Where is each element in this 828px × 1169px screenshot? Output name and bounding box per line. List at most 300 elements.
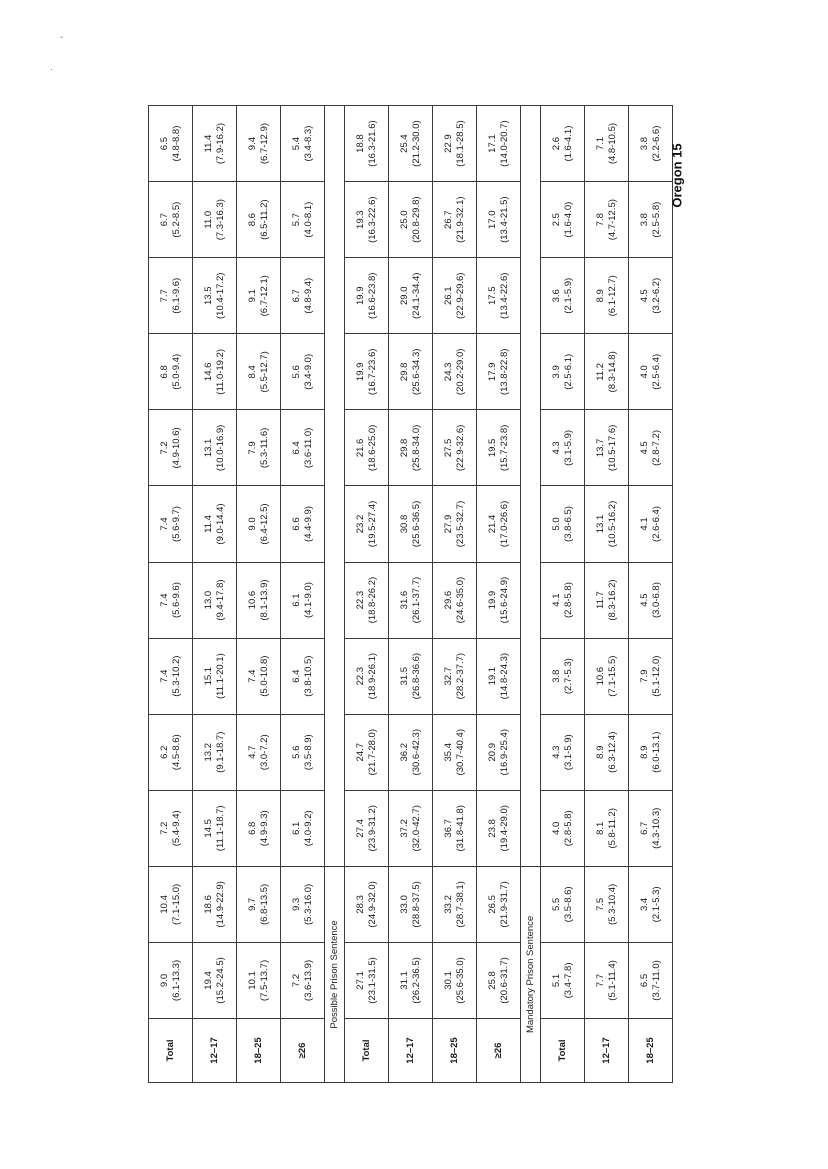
table-row: [389, 106, 433, 1083]
cell-estimate: 5.5: [551, 897, 562, 911]
table-cell: [477, 106, 521, 182]
cell-confidence-interval: (25.6-35.0): [454, 957, 466, 1004]
table-cell: [281, 486, 325, 562]
table-row: [345, 106, 389, 1083]
cell-estimate: 27.4: [355, 819, 366, 838]
cell-confidence-interval: (10.5-16.2): [606, 500, 618, 548]
cell-estimate: 6.5: [159, 136, 170, 151]
cell-estimate: 5.4: [291, 136, 302, 151]
table-cell: [149, 638, 193, 714]
table-cell: [237, 638, 281, 714]
table-cell: [433, 410, 477, 486]
table-cell: [477, 562, 521, 638]
cell-estimate: 11.4: [203, 515, 214, 533]
cell-confidence-interval: (8.3-16.2): [606, 579, 618, 621]
cell-estimate: 7.2: [291, 973, 302, 988]
cell-estimate: 36.7: [443, 819, 454, 838]
cell-estimate: 6.2: [159, 745, 170, 759]
cell-estimate: 29.8: [399, 438, 410, 458]
cell-confidence-interval: (3.5-8.6): [562, 886, 574, 923]
table-cell: [585, 334, 629, 410]
cell-estimate: 5.1: [551, 973, 562, 988]
page-footer: [669, 128, 705, 228]
table-cell: [389, 106, 433, 182]
cell-estimate: 5.0: [551, 517, 562, 531]
cell-estimate: 4.0: [551, 821, 562, 835]
cell-estimate: 3.8: [639, 213, 650, 227]
cell-estimate: 13.5: [203, 286, 214, 306]
cell-estimate: 14.6: [203, 362, 214, 382]
table-cell: [345, 410, 389, 486]
table-cell: [541, 410, 585, 486]
table-cell: [585, 182, 629, 258]
cell-confidence-interval: (13.4-22.6): [498, 272, 510, 319]
cell-confidence-interval: (3.0-6.8): [650, 582, 662, 619]
cell-estimate: 6.7: [639, 821, 650, 835]
cell-confidence-interval: (15.6-24.9): [498, 576, 510, 624]
scan-mark: -: [60, 32, 64, 43]
cell-estimate: 17.9: [487, 362, 498, 382]
cell-confidence-interval: (10.4-17.2): [214, 272, 226, 319]
cell-confidence-interval: (5.3-10.4): [606, 883, 618, 925]
cell-estimate: 32.7: [443, 666, 454, 686]
cell-estimate: 4.1: [551, 593, 562, 607]
table-cell: [149, 486, 193, 562]
cell-estimate: 9.0: [159, 973, 170, 988]
table-cell: [281, 410, 325, 486]
table-cell: [237, 258, 281, 334]
table-cell: [345, 486, 389, 562]
cell-estimate: 31.1: [399, 971, 410, 990]
cell-estimate: 25.8: [487, 971, 498, 990]
cell-confidence-interval: (4.8-9.4): [302, 277, 314, 314]
cell-estimate: 8.1: [595, 821, 606, 835]
table-cell: [149, 182, 193, 258]
table-cell: [585, 486, 629, 562]
cell-confidence-interval: (4.5-8.6): [170, 734, 182, 771]
table-cell: [237, 866, 281, 942]
table-cell: [433, 334, 477, 410]
cell-estimate: 17.0: [487, 210, 498, 229]
table-cell: [629, 790, 673, 866]
table-cell: [629, 106, 673, 182]
table-cell: [149, 410, 193, 486]
table-row: [237, 106, 281, 1083]
table-cell: [237, 486, 281, 562]
table-row: [193, 106, 237, 1083]
table-cell: [477, 334, 521, 410]
cell-estimate: 19.9: [355, 362, 366, 382]
cell-confidence-interval: (5.8-11.2): [606, 808, 618, 849]
cell-confidence-interval: (4.3-10.3): [650, 807, 662, 849]
cell-confidence-interval: (4.8-10.5): [606, 122, 618, 165]
cell-estimate: 6.4: [291, 669, 302, 683]
cell-estimate: 21.6: [355, 438, 366, 458]
cell-estimate: 2.6: [551, 136, 562, 151]
cell-confidence-interval: (26.1-37.7): [410, 576, 422, 624]
table-cell: [541, 942, 585, 1018]
cell-estimate: 18.6: [203, 895, 214, 914]
cell-estimate: 4.3: [551, 745, 562, 759]
cell-confidence-interval: (4.8-8.8): [170, 125, 182, 162]
cell-confidence-interval: (25.6-36.5): [410, 500, 422, 548]
cell-confidence-interval: (3.2-6.2): [650, 277, 662, 314]
cell-confidence-interval: (7.3-16.3): [214, 199, 226, 241]
cell-estimate: 36.2: [399, 742, 410, 762]
cell-confidence-interval: (6.5-11.2): [258, 199, 270, 240]
table-cell: [149, 714, 193, 790]
cell-estimate: 6.1: [291, 593, 302, 607]
table-cell: [541, 714, 585, 790]
cell-estimate: 26.5: [487, 895, 498, 914]
cell-confidence-interval: (4.4-9.9): [302, 506, 314, 542]
cell-estimate: 31.5: [399, 666, 410, 686]
cell-confidence-interval: (1.6-4.1): [562, 125, 574, 162]
section-heading-row: [325, 106, 345, 1083]
cell-estimate: 19.4: [203, 971, 214, 990]
cell-confidence-interval: (9.0-14.4): [214, 503, 226, 545]
cell-confidence-interval: (32.0-42.7): [410, 805, 422, 852]
cell-estimate: 8.9: [595, 745, 606, 759]
table-cell: [477, 486, 521, 562]
cell-estimate: 22.3: [355, 666, 366, 686]
table-cell: [433, 866, 477, 942]
cell-confidence-interval: (16.6-23.8): [366, 272, 378, 319]
table-cell: [477, 714, 521, 790]
table-cell: [629, 866, 673, 942]
section-heading: Mandatory Prison Sentence: [521, 866, 541, 1082]
table-cell: [541, 486, 585, 562]
table-cell: [193, 106, 237, 182]
cell-confidence-interval: (7.1-15.5): [606, 655, 618, 697]
cell-estimate: 13.2: [203, 742, 214, 762]
cell-estimate: 6.7: [159, 213, 170, 227]
cell-estimate: 9.0: [247, 517, 258, 531]
table-cell: [345, 942, 389, 1018]
cell-confidence-interval: (21.2-30.0): [410, 120, 422, 167]
cell-confidence-interval: (16.7-23.6): [366, 348, 378, 396]
table-cell: [345, 790, 389, 866]
cell-confidence-interval: (3.4-8.3): [302, 125, 314, 162]
estimates-table: [148, 105, 673, 1083]
cell-confidence-interval: (2.5-5.8): [650, 201, 662, 238]
table-cell: [237, 562, 281, 638]
table-cell: [193, 486, 237, 562]
cell-estimate: 10.4: [159, 895, 170, 914]
cell-confidence-interval: (20.6-31.7): [498, 957, 510, 1004]
table-cell: [433, 714, 477, 790]
table-cell: [629, 942, 673, 1018]
table-cell: [541, 334, 585, 410]
table-cell: [345, 714, 389, 790]
table-cell: [345, 562, 389, 638]
cell-estimate: 13.1: [595, 514, 606, 534]
table-cell: [389, 182, 433, 258]
table-cell: [585, 562, 629, 638]
cell-estimate: 10.1: [247, 971, 258, 990]
table-cell: [345, 638, 389, 714]
cell-estimate: 31.6: [399, 590, 410, 610]
cell-confidence-interval: (5.2-8.5): [170, 201, 182, 238]
table-cell: [389, 866, 433, 942]
cell-confidence-interval: (2.1-5.3): [650, 886, 662, 923]
cell-confidence-interval: (11.1-18.7): [214, 805, 226, 852]
cell-confidence-interval: (26.8-36.6): [410, 652, 422, 700]
table-cell: [629, 714, 673, 790]
cell-estimate: 13.1: [203, 438, 214, 458]
cell-confidence-interval: (23.5-32.7): [454, 500, 466, 548]
cell-estimate: 27.1: [355, 971, 366, 990]
cell-confidence-interval: (2.5-6.1): [562, 353, 574, 390]
cell-estimate: 4.5: [639, 289, 650, 303]
cell-confidence-interval: (9.4-17.8): [214, 579, 226, 621]
table-cell: [629, 410, 673, 486]
table-cell: [389, 638, 433, 714]
row-label: ≥26: [477, 1019, 521, 1083]
scan-mark: .: [50, 62, 53, 73]
cell-estimate: 19.9: [355, 286, 366, 306]
cell-confidence-interval: (21.9-32.1): [454, 196, 466, 243]
cell-estimate: 15.1: [203, 666, 214, 686]
cell-confidence-interval: (4.9-9.3): [258, 810, 270, 847]
row-label: 12–17: [193, 1019, 237, 1083]
cell-confidence-interval: (6.4-12.5): [258, 503, 270, 545]
row-label: Total: [149, 1019, 193, 1083]
row-label: Total: [541, 1019, 585, 1083]
cell-estimate: 3.8: [639, 136, 650, 151]
cell-estimate: 3.9: [551, 365, 562, 379]
table-cell: [345, 106, 389, 182]
table-cell: [477, 942, 521, 1018]
cell-estimate: 6.6: [291, 517, 302, 531]
cell-estimate: 4.0: [639, 365, 650, 379]
footer-label: Oregon 15: [669, 143, 685, 208]
table-cell: [281, 790, 325, 866]
table-cell: [541, 562, 585, 638]
cell-estimate: 4.3: [551, 441, 562, 455]
cell-estimate: 11.4: [203, 134, 214, 153]
cell-estimate: 8.6: [247, 213, 258, 227]
cell-confidence-interval: (5.0-10.8): [258, 655, 270, 697]
cell-estimate: 19.3: [355, 210, 366, 229]
cell-confidence-interval: (20.8-29.8): [410, 196, 422, 243]
cell-confidence-interval: (8.3-14.8): [606, 351, 618, 393]
cell-confidence-interval: (5.1-12.0): [650, 655, 662, 697]
table-row: [585, 106, 629, 1083]
cell-estimate: 20.9: [487, 742, 498, 762]
cell-confidence-interval: (3.6-13.9): [302, 959, 314, 1002]
cell-confidence-interval: (6.0-13.1): [650, 731, 662, 773]
cell-estimate: 6.7: [291, 289, 302, 303]
cell-estimate: 6.8: [247, 821, 258, 835]
table-cell: [389, 486, 433, 562]
cell-estimate: 4.5: [639, 441, 650, 455]
cell-confidence-interval: (6.8-13.5): [258, 883, 270, 925]
table-row: [541, 106, 585, 1083]
table-cell: [237, 334, 281, 410]
table-cell: [433, 182, 477, 258]
table-cell: [237, 182, 281, 258]
table-cell: [193, 790, 237, 866]
cell-confidence-interval: (6.3-12.4): [606, 731, 618, 773]
table-cell: [433, 258, 477, 334]
table-row: [477, 106, 521, 1083]
cell-estimate: 35.4: [443, 742, 454, 762]
cell-estimate: 29.8: [399, 362, 410, 382]
section-heading-filler: [521, 106, 541, 867]
table-cell: [585, 410, 629, 486]
cell-confidence-interval: (3.0-7.2): [258, 734, 270, 771]
cell-confidence-interval: (10.0-16.9): [214, 424, 226, 472]
cell-estimate: 27.5: [443, 438, 454, 458]
cell-confidence-interval: (5.3-11.6): [258, 427, 270, 469]
cell-estimate: 17.1: [487, 134, 498, 153]
cell-confidence-interval: (18.8-26.2): [366, 576, 378, 624]
table-cell: [433, 106, 477, 182]
cell-confidence-interval: (5.3-16.0): [302, 883, 314, 925]
cell-estimate: 19.9: [487, 590, 498, 610]
cell-confidence-interval: (7.9-16.2): [214, 122, 226, 165]
table-cell: [345, 258, 389, 334]
cell-estimate: 7.1: [595, 136, 606, 151]
cell-confidence-interval: (25.6-34.3): [410, 348, 422, 396]
table-cell: [193, 562, 237, 638]
table-row: [433, 106, 477, 1083]
cell-estimate: 33.0: [399, 895, 410, 914]
cell-estimate: 7.4: [159, 669, 170, 683]
cell-confidence-interval: (13.4-21.5): [498, 196, 510, 243]
table-cell: [629, 334, 673, 410]
cell-confidence-interval: (6.1-13.3): [170, 959, 182, 1002]
cell-confidence-interval: (30.6-42.3): [410, 728, 422, 776]
cell-confidence-interval: (11.1-20.1): [214, 653, 226, 700]
table-cell: [585, 258, 629, 334]
cell-confidence-interval: (24.1-34.4): [410, 272, 422, 319]
cell-confidence-interval: (21.9-31.7): [498, 881, 510, 928]
cell-confidence-interval: (3.6-11.0): [302, 427, 314, 469]
cell-confidence-interval: (3.1-5.9): [562, 734, 574, 771]
cell-confidence-interval: (31.8-41.8): [454, 805, 466, 852]
section-heading: Possible Prison Sentence: [325, 866, 345, 1082]
cell-estimate: 30.8: [399, 514, 410, 534]
table-cell: [281, 106, 325, 182]
cell-confidence-interval: (14.8-24.3): [498, 652, 510, 700]
cell-estimate: 6.5: [639, 973, 650, 988]
cell-confidence-interval: (22.9-29.6): [454, 272, 466, 319]
row-label: 18–25: [629, 1019, 673, 1083]
cell-estimate: 18.8: [355, 134, 366, 153]
cell-confidence-interval: (1.6-4.0): [562, 201, 574, 238]
cell-estimate: 7.4: [159, 517, 170, 531]
table-cell: [193, 334, 237, 410]
cell-confidence-interval: (6.1-9.6): [170, 277, 182, 314]
cell-estimate: 22.3: [355, 590, 366, 610]
table-cell: [389, 790, 433, 866]
cell-estimate: 17.5: [487, 286, 498, 306]
table-cell: [477, 182, 521, 258]
cell-estimate: 9.1: [247, 289, 258, 303]
cell-estimate: 21.4: [487, 514, 498, 534]
cell-estimate: 19.1: [487, 666, 498, 686]
cell-confidence-interval: (28.7-38.1): [454, 881, 466, 928]
table-cell: [281, 714, 325, 790]
table-cell: [585, 790, 629, 866]
cell-confidence-interval: (7.1-15.0): [170, 883, 182, 925]
table-row: [629, 106, 673, 1083]
cell-estimate: 30.1: [443, 971, 454, 990]
cell-estimate: 37.2: [399, 819, 410, 838]
table-cell: [433, 942, 477, 1018]
table-cell: [585, 942, 629, 1018]
cell-confidence-interval: (23.1-31.5): [366, 957, 378, 1004]
table-cell: [237, 106, 281, 182]
table-cell: [541, 106, 585, 182]
cell-confidence-interval: (13.8-22.8): [498, 348, 510, 396]
cell-confidence-interval: (18.6-25.0): [366, 424, 378, 472]
cell-confidence-interval: (10.5-17.6): [606, 424, 618, 472]
cell-confidence-interval: (2.7-5.3): [562, 658, 574, 695]
table-row: [281, 106, 325, 1083]
row-label: Total: [345, 1019, 389, 1083]
cell-estimate: 23.2: [355, 514, 366, 534]
cell-confidence-interval: (5.6-9.7): [170, 506, 182, 542]
table-cell: [237, 790, 281, 866]
table-cell: [237, 410, 281, 486]
cell-estimate: 9.4: [247, 136, 258, 151]
cell-confidence-interval: (18.9-26.1): [366, 652, 378, 700]
cell-confidence-interval: (26.2-36.5): [410, 957, 422, 1004]
cell-estimate: 7.5: [595, 897, 606, 911]
table-cell: [193, 410, 237, 486]
cell-confidence-interval: (2.1-5.9): [562, 277, 574, 314]
table-cell: [433, 790, 477, 866]
cell-estimate: 6.4: [291, 441, 302, 455]
cell-estimate: 7.7: [159, 289, 170, 303]
cell-confidence-interval: (16.9-25.4): [498, 728, 510, 776]
cell-estimate: 8.4: [247, 365, 258, 379]
table-cell: [629, 486, 673, 562]
table-cell: [149, 562, 193, 638]
cell-estimate: 7.4: [159, 593, 170, 607]
table-cell: [477, 866, 521, 942]
cell-estimate: 6.1: [291, 821, 302, 835]
table-cell: [629, 258, 673, 334]
cell-confidence-interval: (4.7-12.5): [606, 199, 618, 241]
cell-estimate: 5.6: [291, 745, 302, 759]
cell-estimate: 8.9: [595, 289, 606, 303]
table-cell: [281, 182, 325, 258]
table-cell: [477, 258, 521, 334]
cell-estimate: 7.7: [595, 973, 606, 988]
cell-estimate: 2.5: [551, 213, 562, 227]
cell-estimate: 7.4: [247, 669, 258, 683]
table-cell: [541, 258, 585, 334]
cell-confidence-interval: (14.0-20.7): [498, 120, 510, 167]
cell-confidence-interval: (20.2-29.0): [454, 348, 466, 396]
table-cell: [345, 182, 389, 258]
cell-confidence-interval: (28.2-37.7): [454, 652, 466, 700]
cell-estimate: 11.0: [203, 210, 214, 229]
cell-estimate: 14.5: [203, 819, 214, 838]
table-cell: [149, 790, 193, 866]
cell-confidence-interval: (15.7-23.8): [498, 424, 510, 472]
table-cell: [629, 182, 673, 258]
cell-confidence-interval: (16.3-22.6): [366, 196, 378, 243]
cell-estimate: 23.8: [487, 819, 498, 838]
row-label: 18–25: [433, 1019, 477, 1083]
table-cell: [281, 334, 325, 410]
cell-confidence-interval: (22.9-32.6): [454, 424, 466, 472]
